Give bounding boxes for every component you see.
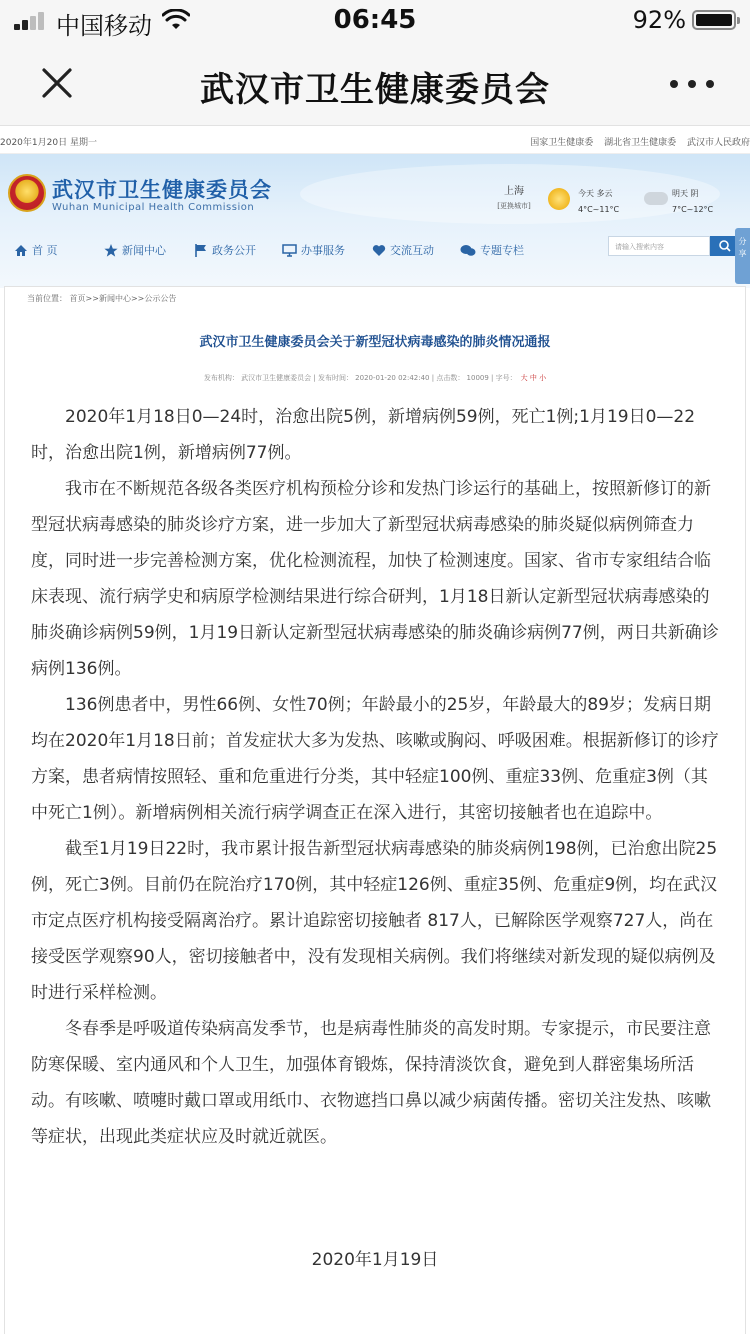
app-nav-bar [0,40,750,126]
site-logo-title: 武汉市卫生健康委员会 [52,178,272,202]
nav-home-label: 首 页 [32,244,58,257]
battery-percentage: 92% [632,6,686,34]
change-city-link[interactable]: [更换城市] [497,202,531,210]
nav-government-affairs[interactable] [194,242,256,258]
site-logo-subtitle: Wuhan Municipal Health Commission [52,202,255,213]
article-meta-text: 发布机构： 武汉市卫生健康委员会 | 发布时间： 2020-01-20 02:42:40 | 点击数： 10009 | 字号： [203,374,517,382]
top-strip [0,126,750,154]
nav-services-label: 办事服务 [301,244,345,257]
nav-interaction[interactable] [372,242,434,258]
top-links [522,135,750,148]
monitor-icon [282,244,297,257]
webpage [0,126,750,1334]
article-paragraph: 136例患者中，男性66例、女性70例；年龄最小的25岁，年龄最大的89岁；发病日期均在2020年1月18日前；首发症状大多为发热、咳嗽或胸闷、呼吸困难。根据新修订的诊疗方案，患者病情按照轻、重和危重进行分类，其中轻症100例、重症33例、危重症3例（其中死亡1例）。新增病例相关流行病学调查正在深入进行，其密切接触者也在追踪中。 [31,695,719,823]
more-menu-icon[interactable] [670,80,714,90]
article-date: 2020年1月19日 [311,1250,439,1270]
weather-city [496,182,532,211]
article-paragraph: 截至1月19日22时，我市累计报告新型冠状病毒感染的肺炎病例198例，已治愈出院25例，死亡3例。目前仍在院治疗170例，其中轻症126例、重症35例、危重症9例，均在武汉市定点医疗机构接受隔离治疗。累计追踪密切接触者 817人，已解除医学观察727人，尚在接受医学观察90人，密切接触者中，没有发现相关病例。我们将继续对新发现的疑似病例及时进行采样检测。 [31,839,718,1003]
nav-special-topics[interactable] [460,242,524,258]
nav-interaction-label: 交流互动 [390,244,434,257]
nav-news[interactable] [104,242,166,258]
article-title: 武汉市卫生健康委员会关于新型冠状病毒感染的肺炎情况通报 [199,335,551,350]
site-search-input[interactable]: 请输入搜索内容 [608,236,710,256]
nav-home[interactable] [14,242,58,258]
national-emblem-icon [8,174,46,212]
star-icon [104,244,118,257]
link-national-health[interactable]: 国家卫生健康委 [530,138,594,148]
weather-tomorrow-temp: 7°C~12°C [672,205,714,214]
flag-icon [194,244,208,257]
clock: 06:45 [333,5,417,35]
article-container [4,286,746,1334]
font-size-switcher[interactable]: 大 中 小 [520,374,547,382]
battery-icon [692,10,736,30]
article-meta [5,373,745,383]
city-name: 上海 [504,186,524,197]
article-paragraph: 2020年1月18日0—24时，治愈出院5例，新增病例59例，死亡1例;1月19日0—22时，治愈出院1例，新增病例77例。 [31,407,696,463]
site-banner [0,154,750,288]
breadcrumb: 当前位置： 首页>>新闻中心>>公示公告 [27,294,177,303]
page-title: 武汉市卫生健康委员会 [200,70,550,110]
nav-news-label: 新闻中心 [122,244,166,257]
nav-services[interactable] [282,242,345,258]
weather-tomorrow [672,186,713,218]
home-icon [14,244,28,257]
link-hubei-health[interactable]: 湖北省卫生健康委 [604,138,677,148]
site-date: 2020年1月20日 星期一 [0,138,97,148]
weather-tomorrow-label: 明天 阴 [672,189,699,198]
weather-today-temp: 4°C~11°C [578,205,620,214]
article-paragraph: 冬春季是呼吸道传染病高发季节，也是病毒性肺炎的高发时期。专家提示，市民要注意防寒保暖、室内通风和个人卫生，加强体育锻炼，保持清淡饮食，避免到人群密集场所活动。有咳嗽、喷嚏时戴口罩或用纸巾、衣物遮挡口鼻以减少病菌传播。密切关注发热、咳嗽等症状，出现此类症状应及时就近就医。 [31,1019,711,1147]
weather-today-label: 今天 多云 [578,189,613,198]
weather-today [578,186,619,218]
heart-icon [372,244,386,257]
article-body [31,399,721,1155]
share-button[interactable]: 分享 [735,228,750,284]
chat-icon [460,244,476,257]
carrier-name: 中国移动 [56,12,152,40]
nav-special-topics-label: 专题专栏 [480,244,524,257]
status-bar [0,0,750,40]
sunny-icon [548,188,570,210]
article-paragraph: 我市在不断规范各级各类医疗机构预检分诊和发热门诊运行的基础上，按照新修订的新型冠状病毒感染的肺炎诊疗方案，进一步加大了新型冠状病毒感染的肺炎疑似病例筛查力度，同时进一步完善检测方案，优化检测流程，加快了检测速度。国家、省市专家组结合临床表现、流行病学史和病原学检测结果进行综合研判，1月18日新认定新型冠状病毒感染的肺炎确诊病例59例，1月19日新认定新型冠状病毒感染的肺炎确诊病例77例，两日共新确诊病例136例。 [31,479,719,679]
nav-government-affairs-label: 政务公开 [212,244,256,257]
cloudy-icon [644,192,668,205]
link-wuhan-government[interactable]: 武汉市人民政府 [686,138,750,148]
